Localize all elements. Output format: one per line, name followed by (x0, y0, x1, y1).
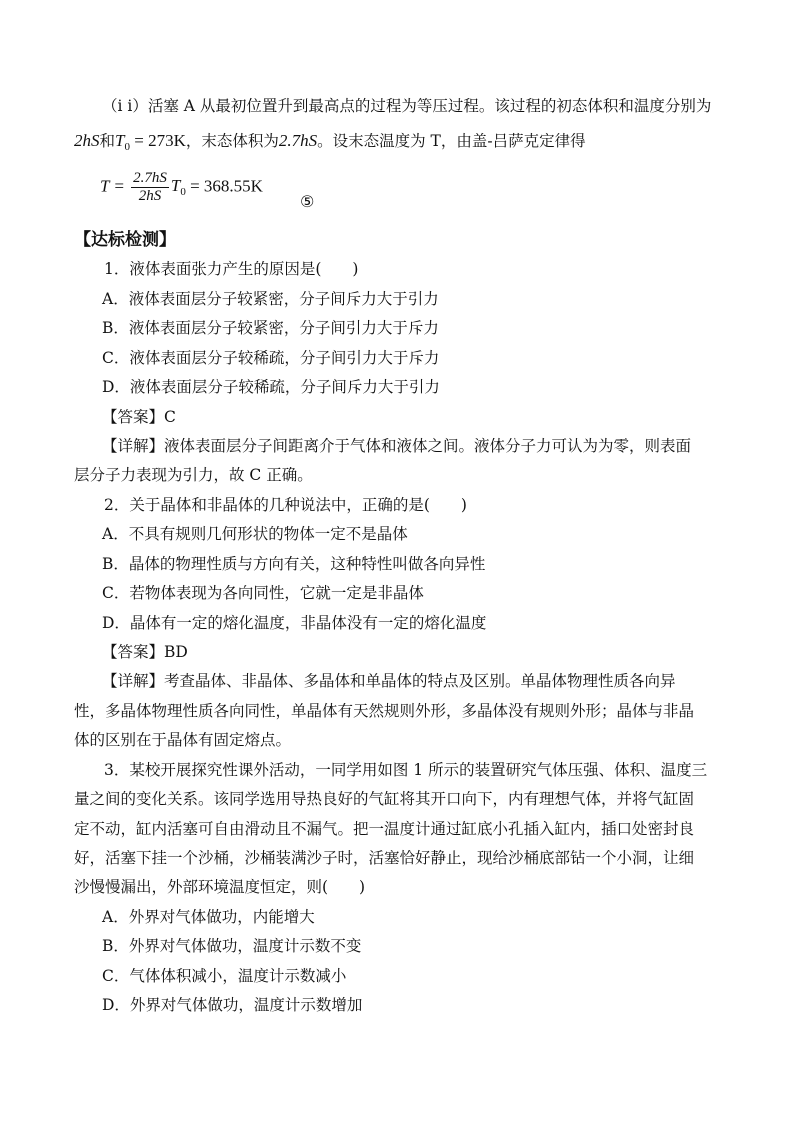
q3-stem-line-5: 沙慢慢漏出，外部环境温度恒定，则( ) (74, 878, 366, 896)
intro-line-2 (74, 130, 586, 158)
and-text: 和 (99, 132, 116, 150)
q2-option-a: A．不具有规则几何形状的物体一定不是晶体 (102, 525, 408, 543)
equation-rhs: = 368.55K (190, 176, 263, 196)
q2-detail-line-2: 性，多晶体物理性质各向同性，单晶体有天然规则外形，多晶体没有规则外形；晶体与非晶 (74, 702, 695, 720)
q1-option-c: C．液体表面层分子较稀疏，分子间引力大于斥力 (102, 349, 440, 367)
q3-option-b: B．外界对气体做功，温度计示数不变 (102, 937, 362, 955)
fraction-denominator: 2hS (138, 188, 162, 204)
initial-temperature: $T_0 = 273K$ (115, 131, 186, 153)
q3-stem-line-4: 好，活塞下挂一个沙桶，沙桶装满沙子时，活塞恰好静止，现给沙桶底部钻一个小洞，让细 (74, 849, 695, 867)
q2-detail-line-3: 体的区别在于晶体有固定熔点。 (74, 731, 292, 749)
q1-option-d: D．液体表面层分子较稀疏，分子间斥力大于引力 (102, 378, 440, 396)
q2-answer: 【答案】BD (102, 643, 188, 661)
q1-option-a: A．液体表面层分子较紧密，分子间斥力大于引力 (102, 290, 439, 308)
gay-lussac-equation (100, 170, 263, 205)
intro-mid-text: ，末态体积为 (185, 132, 279, 150)
fraction-numerator: 2.7hS (133, 170, 167, 186)
equation-lhs: T = (100, 176, 125, 196)
q2-option-d: D．晶体有一定的熔化温度，非晶体没有一定的熔化温度 (102, 614, 487, 632)
q3-option-c: C．气体体积减小，温度计示数减小 (102, 967, 347, 985)
q3-stem-line-2: 量之间的变化关系。该同学选用导热良好的气缸将其开口向下，内有理想气体，并将气缸固 (74, 790, 695, 808)
equation-number-marker: ⑤ (300, 192, 315, 211)
q1-detail-line-1: 【详解】液体表面层分子间距离介于气体和液体之间。液体分子力可认为为零，则表面 (102, 437, 692, 455)
q2-stem: 2．关于晶体和非晶体的几种说法中，正确的是( ) (104, 496, 467, 514)
q2-detail-line-1: 【详解】考查晶体、非晶体、多晶体和单晶体的特点及区别。单晶体物理性质各向异 (102, 672, 676, 690)
q1-detail-line-2: 层分子力表现为引力，故 C 正确。 (74, 466, 313, 484)
equation-t0: $T_0$ (170, 176, 186, 199)
section-heading: 【达标检测】 (74, 230, 176, 250)
q1-stem: 1．液体表面张力产生的原因是( ) (104, 260, 359, 278)
q1-option-b: B．液体表面层分子较紧密，分子间引力大于斥力 (102, 319, 439, 337)
q3-option-a: A．外界对气体做功，内能增大 (102, 908, 315, 926)
q3-stem-line-1: 3．某校开展探究性课外活动，一同学用如图 1 所示的装置研究气体压强、体积、温度三 (104, 761, 708, 779)
q3-stem-line-3: 定不动，缸内活塞可自由滑动且不漏气。把一温度计通过缸底小孔插入缸内，插口处密封良 (74, 820, 695, 838)
q2-option-c: C．若物体表现为各向同性，它就一定是非晶体 (102, 584, 424, 602)
intro-tail-text: 。设末态温度为 T，由盖-吕萨克定律得 (317, 132, 586, 150)
intro-line-1: （i i）活塞 A 从最初位置升到最高点的过程为等压过程。该过程的初态体积和温度分别为 (102, 97, 712, 115)
equation-fraction (131, 170, 169, 205)
initial-volume: 2hS (74, 131, 100, 150)
q2-option-b: B．晶体的物理性质与方向有关，这种特性叫做各向异性 (102, 555, 486, 573)
q3-option-d: D．外界对气体做功，温度计示数增加 (102, 996, 363, 1014)
q1-answer: 【答案】C (102, 408, 176, 426)
final-volume: 2.7hS (278, 131, 318, 150)
